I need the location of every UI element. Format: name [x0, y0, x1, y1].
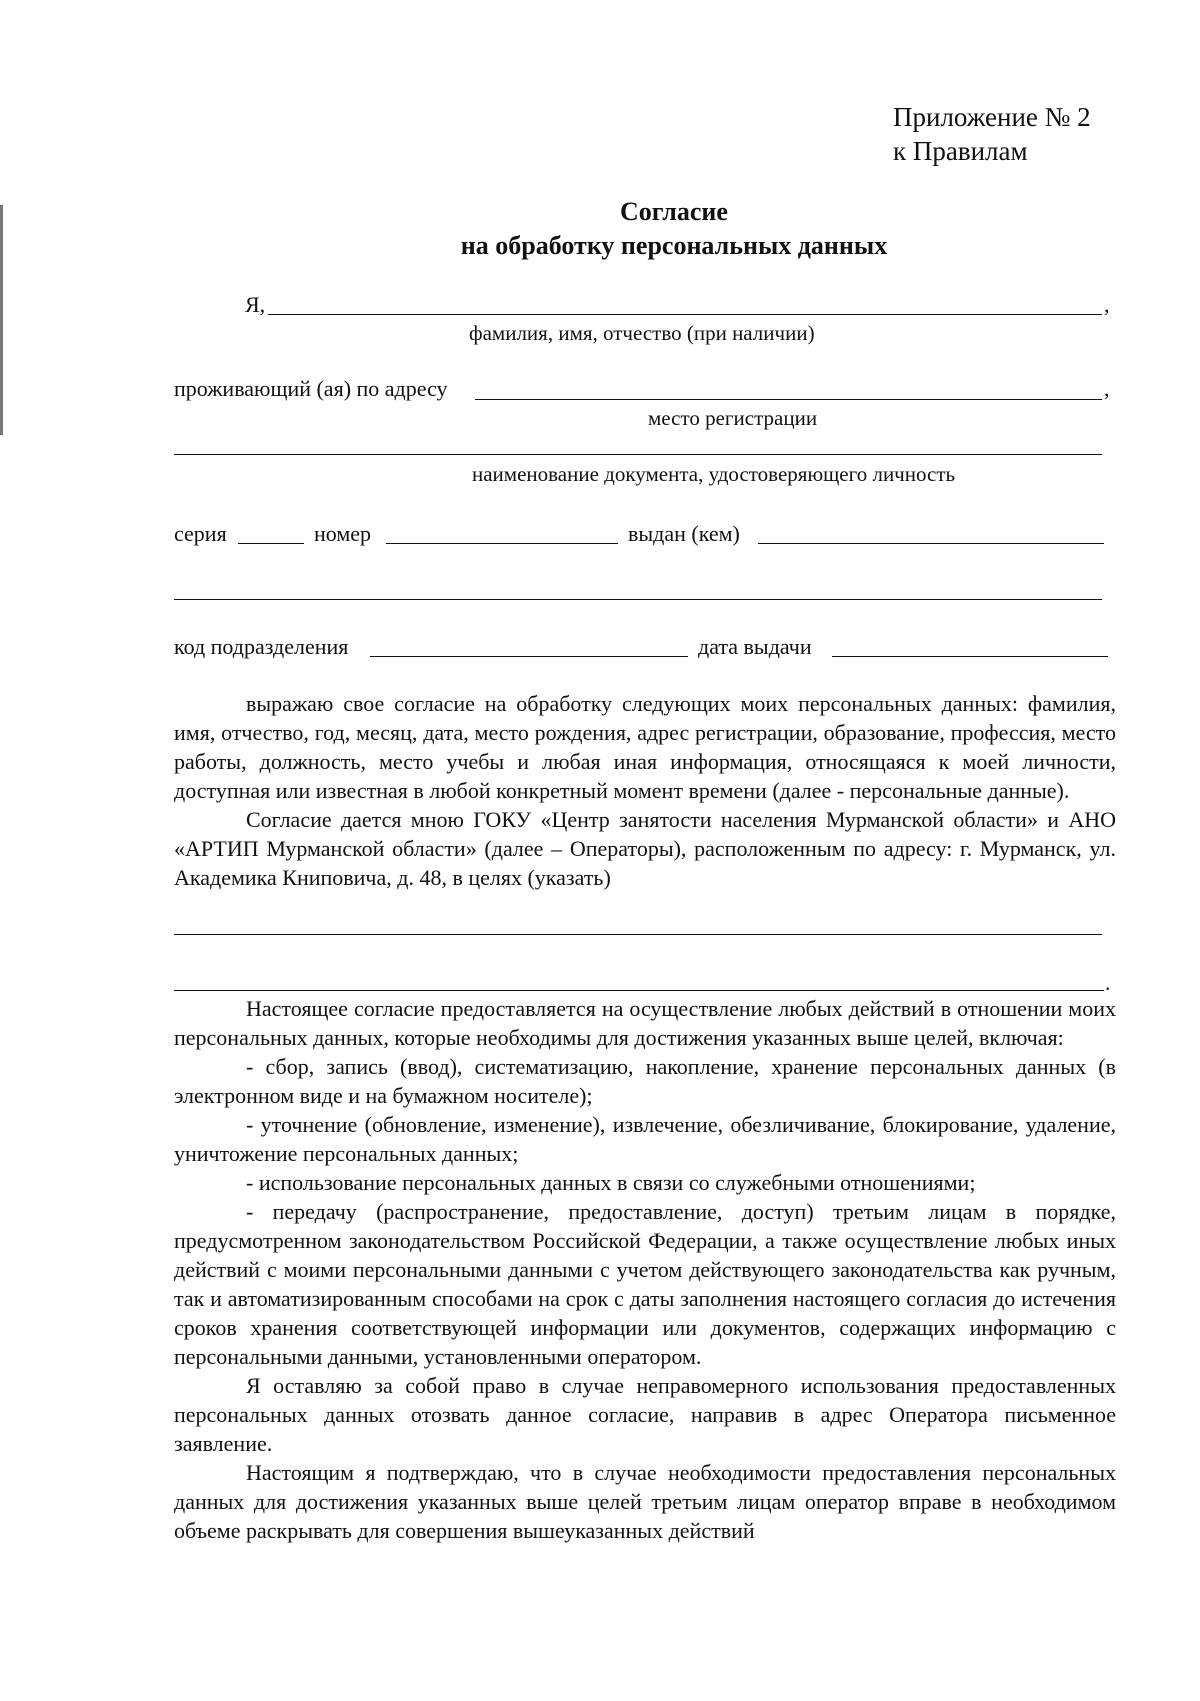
address-label: проживающий (ая) по адресу [174, 376, 448, 401]
consent-text-block [174, 689, 1116, 892]
date-label: дата выдачи [698, 634, 812, 659]
document-caption: наименование документа, удостоверяющего личность [472, 462, 956, 486]
terms-text-block [174, 994, 1116, 1545]
number-label: номер [314, 521, 372, 546]
document-subtitle: на обработку персональных данных [460, 231, 888, 260]
fio-comma: , [1104, 292, 1110, 317]
code-label: код подразделения [174, 634, 349, 659]
terms-item-use: - использование персональных данных в связи со служебными отношениями; [246, 1170, 976, 1195]
terms-item-collection: - сбор, запись (ввод), систематизацию, накопление, хранение персональных данных (в электронном виде и на бумажном носителе); [174, 1054, 1116, 1108]
document-title: Согласие [620, 197, 728, 226]
issued-field-continuation[interactable] [174, 599, 1102, 600]
fio-caption: фамилия, имя, отчество (при наличии) [469, 321, 815, 345]
series-label: серия [174, 521, 227, 546]
consent-paragraph-2: Согласие дается мною ГОКУ «Центр занятости населения Мурманской области» и АНО «АРТИП Мурманской области» (далее – Операторы), расположенным по адресу: г. Мурманск, ул. Академика Книповича, д. 48, в целях (указать) [174, 807, 1116, 890]
date-field[interactable] [832, 656, 1108, 657]
terms-revocation: Я оставляю за собой право в случае неправомерного использования предоставленных персональных данных отозвать данное согласие, направив в адрес Оператора письменное заявление. [174, 1373, 1116, 1456]
issued-field[interactable] [758, 543, 1104, 544]
ya-label: Я, [245, 292, 266, 317]
consent-paragraph-1: выражаю свое согласие на обработку следующих моих персональных данных: фамилия, имя, отчество, год, месяц, дата, место рождения, адрес регистрации, образование, профессия, место работы, должность, место учебы и любая иная информация, относящаяся к моей личности, доступная или известная в любой конкретный момент времени (далее - персональные данные). [174, 691, 1116, 803]
terms-confirmation: Настоящим я подтверждаю, что в случае необходимости предоставления персональных данных для достижения указанных выше целей третьим лицам оператор вправе в необходимом объеме раскрывать для совершения вышеуказанных действий [174, 1460, 1116, 1543]
terms-item-update: - уточнение (обновление, изменение), извлечение, обезличивание, блокирование, удаление, уничтожение персональных данных; [174, 1112, 1116, 1166]
purpose-field-2[interactable] [174, 990, 1104, 991]
address-comma: , [1104, 376, 1110, 401]
number-field[interactable] [386, 543, 618, 544]
appendix-line-1: Приложение № 2 [893, 102, 1091, 132]
terms-paragraph-1: Настоящее согласие предоставляется на осуществление любых действий в отношении моих персональных данных, которые необходимы для достижения указанных выше целей, включая: [174, 996, 1116, 1050]
document-field[interactable] [174, 454, 1102, 455]
fio-field[interactable] [268, 314, 1102, 315]
series-field[interactable] [238, 543, 304, 544]
address-field[interactable] [475, 399, 1102, 400]
address-caption: место регистрации [648, 406, 818, 430]
appendix-line-2: к Правилам [893, 136, 1028, 166]
issued-label: выдан (кем) [628, 521, 740, 546]
purpose-period: . [1105, 970, 1111, 995]
code-field[interactable] [370, 656, 688, 657]
purpose-field-1[interactable] [174, 934, 1102, 935]
appendix-header [893, 100, 1091, 168]
terms-item-transfer: - передачу (распространение, предоставление, доступ) третьим лицам в порядке, предусмотренном законодательством Российской Федерации, а также осуществление любых иных действий с моими персональными данными с учетом действующего законодательства как ручным, так и автоматизированным способами на срок с даты заполнения настоящего согласия до истечения сроков хранения соответствующей информации или документов, содержащих информацию с персональными данными, установленными оператором. [174, 1199, 1116, 1369]
